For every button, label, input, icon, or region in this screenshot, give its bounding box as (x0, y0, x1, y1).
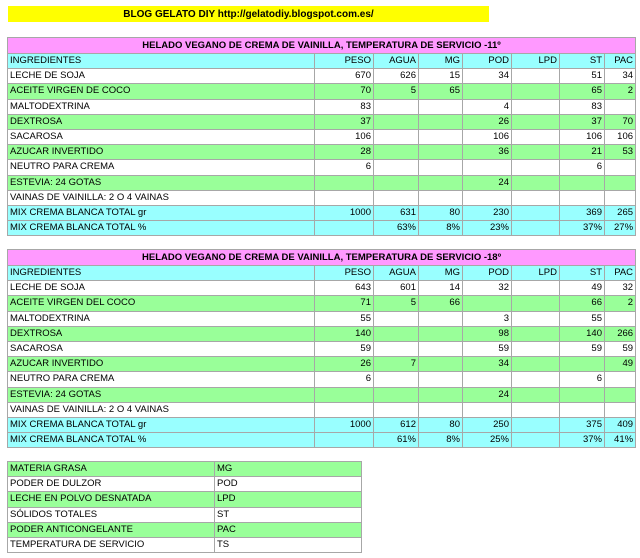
table-cell: 71 (315, 296, 374, 311)
table-cell (512, 175, 560, 190)
table-cell (605, 372, 636, 387)
table-cell (512, 190, 560, 205)
table-cell (374, 145, 419, 160)
table-cell: 32 (605, 281, 636, 296)
table-cell (374, 372, 419, 387)
column-header-row (8, 266, 636, 281)
table-cell: 55 (315, 311, 374, 326)
table-cell: 612 (374, 417, 419, 432)
table-cell: 36 (463, 145, 512, 160)
table-cell: 409 (605, 417, 636, 432)
column-header: MG (419, 54, 463, 69)
table-cell (512, 145, 560, 160)
table-cell: 28 (315, 145, 374, 160)
legend-term: MATERIA GRASA (8, 462, 215, 477)
table-cell (560, 402, 605, 417)
ingredient-name: VAINAS DE VAINILLA: 2 O 4 VAINAS (8, 402, 315, 417)
column-header: INGREDIENTES (8, 266, 315, 281)
table-cell: 37 (315, 114, 374, 129)
table-cell (374, 160, 419, 175)
table-cell: 8% (419, 221, 463, 236)
table-cell: 80 (419, 205, 463, 220)
table-cell: 51 (560, 69, 605, 84)
table-cell: 3 (463, 311, 512, 326)
table-cell: 59 (605, 341, 636, 356)
table-row (8, 221, 636, 236)
table-cell (560, 175, 605, 190)
table-cell: 4 (463, 99, 512, 114)
ingredient-name: MIX CREMA BLANCA TOTAL % (8, 433, 315, 448)
table-cell: 59 (315, 341, 374, 356)
table-cell (315, 190, 374, 205)
column-header: AGUA (374, 266, 419, 281)
table-cell (374, 175, 419, 190)
table-cell: 106 (560, 129, 605, 144)
table-cell: 14 (419, 281, 463, 296)
table-cell (512, 357, 560, 372)
table-cell (463, 84, 512, 99)
table-cell (512, 433, 560, 448)
ingredient-name: ESTEVIA: 24 GOTAS (8, 387, 315, 402)
blog-banner (8, 6, 489, 22)
table-cell: 66 (560, 296, 605, 311)
table-cell (463, 160, 512, 175)
table-cell: 643 (315, 281, 374, 296)
table-cell: 631 (374, 205, 419, 220)
column-header: PESO (315, 266, 374, 281)
table-row (8, 281, 636, 296)
table-row (8, 311, 636, 326)
table-cell (463, 296, 512, 311)
table-cell: 25% (463, 433, 512, 448)
table-cell: 65 (419, 84, 463, 99)
ingredient-name: SACAROSA (8, 341, 315, 356)
table-cell: 2 (605, 84, 636, 99)
table-row (8, 114, 636, 129)
legend-abbreviation: ST (215, 507, 362, 522)
table-cell (512, 205, 560, 220)
table-cell: 53 (605, 145, 636, 160)
table-cell: 26 (463, 114, 512, 129)
table-cell: 6 (315, 160, 374, 175)
table-cell (463, 372, 512, 387)
table-cell (605, 160, 636, 175)
column-header: MG (419, 266, 463, 281)
column-header-row (8, 54, 636, 69)
table-cell (419, 99, 463, 114)
table-cell (374, 402, 419, 417)
table-cell: 66 (419, 296, 463, 311)
table-row (8, 357, 636, 372)
table-cell: 369 (560, 205, 605, 220)
table-cell (512, 160, 560, 175)
table-cell: 8% (419, 433, 463, 448)
legend-term: PODER ANTICONGELANTE (8, 522, 215, 537)
ingredient-name: ESTEVIA: 24 GOTAS (8, 175, 315, 190)
table-cell: 37 (560, 114, 605, 129)
table-cell (374, 326, 419, 341)
table-cell (605, 387, 636, 402)
table-cell (419, 311, 463, 326)
table-cell: 34 (463, 69, 512, 84)
ingredient-name: ACEITE VIRGEN DE COCO (8, 84, 315, 99)
table-cell (512, 296, 560, 311)
table-cell (560, 357, 605, 372)
table-title: HELADO VEGANO DE CREMA DE VAINILLA, TEMPERATURA DE SERVICIO -18º (8, 250, 636, 266)
table-cell: 266 (605, 326, 636, 341)
table-cell: 98 (463, 326, 512, 341)
table-row (8, 326, 636, 341)
legend-abbreviation: MG (215, 462, 362, 477)
ingredient-name: MALTODEXTRINA (8, 311, 315, 326)
table-cell (374, 341, 419, 356)
table-cell (512, 114, 560, 129)
table-row (8, 69, 636, 84)
table-title-row (8, 38, 636, 54)
ingredient-name: LECHE DE SOJA (8, 281, 315, 296)
column-header: ST (560, 266, 605, 281)
table-cell: 27% (605, 221, 636, 236)
ingredient-name: LECHE DE SOJA (8, 69, 315, 84)
table-cell: 24 (463, 387, 512, 402)
table-cell: 265 (605, 205, 636, 220)
table-cell (512, 129, 560, 144)
ingredient-name: MALTODEXTRINA (8, 99, 315, 114)
table-title-row (8, 250, 636, 266)
table-cell: 37% (560, 221, 605, 236)
column-header: LPD (512, 266, 560, 281)
table-cell: 375 (560, 417, 605, 432)
table-cell: 106 (463, 129, 512, 144)
column-header: PESO (315, 54, 374, 69)
legend-abbreviation: LPD (215, 492, 362, 507)
table-cell (419, 190, 463, 205)
table-cell: 32 (463, 281, 512, 296)
table-cell (512, 402, 560, 417)
table-cell: 55 (560, 311, 605, 326)
ingredient-name: MIX CREMA BLANCA TOTAL % (8, 221, 315, 236)
table-cell: 26 (315, 357, 374, 372)
table-cell: 1000 (315, 205, 374, 220)
column-header: ST (560, 54, 605, 69)
table-cell: 6 (560, 372, 605, 387)
ingredient-name: SACAROSA (8, 129, 315, 144)
table-cell: 670 (315, 69, 374, 84)
blog-banner-text: BLOG GELATO DIY http://gelatodiy.blogspot.com.es/ (123, 8, 374, 20)
table-cell: 70 (315, 84, 374, 99)
recipe-table-body (8, 38, 636, 236)
table-cell (512, 221, 560, 236)
ingredient-name: MIX CREMA BLANCA TOTAL gr (8, 205, 315, 220)
table-cell: 23% (463, 221, 512, 236)
table-cell: 1000 (315, 417, 374, 432)
table-cell (419, 326, 463, 341)
ingredient-name: NEUTRO PARA CREMA (8, 372, 315, 387)
legend-row (8, 522, 362, 537)
legend-row (8, 462, 362, 477)
abbreviation-legend (7, 461, 362, 553)
table-row (8, 433, 636, 448)
table-cell: 37% (560, 433, 605, 448)
ingredient-name: NEUTRO PARA CREMA (8, 160, 315, 175)
column-header: INGREDIENTES (8, 54, 315, 69)
table-cell: 230 (463, 205, 512, 220)
legend-term: SÓLIDOS TOTALES (8, 507, 215, 522)
recipe-table-minus-11 (7, 37, 636, 236)
table-cell (374, 387, 419, 402)
table-cell: 70 (605, 114, 636, 129)
legend-row (8, 507, 362, 522)
table-cell: 49 (560, 281, 605, 296)
table-cell: 80 (419, 417, 463, 432)
table-cell: 106 (605, 129, 636, 144)
table-cell (605, 175, 636, 190)
table-cell (315, 387, 374, 402)
table-cell (512, 341, 560, 356)
table-cell (419, 387, 463, 402)
table-cell (512, 84, 560, 99)
table-row (8, 145, 636, 160)
legend-body (8, 462, 362, 553)
table-cell (374, 99, 419, 114)
table-cell (419, 402, 463, 417)
table-title: HELADO VEGANO DE CREMA DE VAINILLA, TEMPERATURA DE SERVICIO -11º (8, 38, 636, 54)
table-cell: 59 (463, 341, 512, 356)
table-cell (560, 387, 605, 402)
legend-row (8, 537, 362, 552)
table-cell: 41% (605, 433, 636, 448)
table-cell: 5 (374, 84, 419, 99)
table-cell (419, 129, 463, 144)
column-header: POD (463, 266, 512, 281)
column-header: PAC (605, 54, 636, 69)
table-cell (605, 311, 636, 326)
table-row (8, 417, 636, 432)
table-cell: 24 (463, 175, 512, 190)
table-cell (512, 372, 560, 387)
table-cell (419, 372, 463, 387)
table-cell (463, 402, 512, 417)
table-row (8, 205, 636, 220)
table-cell (419, 341, 463, 356)
legend-term: LECHE EN POLVO DESNATADA (8, 492, 215, 507)
column-header: POD (463, 54, 512, 69)
legend-term: PODER DE DULZOR (8, 477, 215, 492)
ingredient-name: AZUCAR INVERTIDO (8, 357, 315, 372)
ingredient-name: VAINAS DE VAINILLA: 2 O 4 VAINAS (8, 190, 315, 205)
table-row (8, 190, 636, 205)
column-header: PAC (605, 266, 636, 281)
table-cell (315, 402, 374, 417)
column-header: LPD (512, 54, 560, 69)
table-cell (419, 175, 463, 190)
legend-row (8, 492, 362, 507)
table-cell: 140 (315, 326, 374, 341)
table-cell (315, 433, 374, 448)
table-cell: 2 (605, 296, 636, 311)
table-cell (374, 129, 419, 144)
table-cell: 601 (374, 281, 419, 296)
table-cell (560, 190, 605, 205)
table-row (8, 341, 636, 356)
table-cell: 21 (560, 145, 605, 160)
table-row (8, 129, 636, 144)
legend-abbreviation: POD (215, 477, 362, 492)
table-cell: 626 (374, 69, 419, 84)
legend-abbreviation: PAC (215, 522, 362, 537)
ingredient-name: MIX CREMA BLANCA TOTAL gr (8, 417, 315, 432)
table-cell (512, 99, 560, 114)
table-row (8, 175, 636, 190)
ingredient-name: ACEITE VIRGEN DEL COCO (8, 296, 315, 311)
table-cell (512, 281, 560, 296)
table-cell (419, 160, 463, 175)
table-cell: 65 (560, 84, 605, 99)
table-row (8, 296, 636, 311)
ingredient-name: DEXTROSA (8, 114, 315, 129)
table-cell: 49 (605, 357, 636, 372)
recipe-table-body (8, 250, 636, 448)
table-cell (374, 190, 419, 205)
table-cell (512, 387, 560, 402)
table-cell (605, 402, 636, 417)
ingredient-name: DEXTROSA (8, 326, 315, 341)
table-row (8, 387, 636, 402)
table-cell (419, 114, 463, 129)
table-cell: 63% (374, 221, 419, 236)
table-cell (605, 190, 636, 205)
table-cell (512, 326, 560, 341)
table-cell: 106 (315, 129, 374, 144)
recipe-table-minus-18 (7, 249, 636, 448)
legend-abbreviation: TS (215, 537, 362, 552)
table-row (8, 402, 636, 417)
table-cell (315, 221, 374, 236)
table-cell: 250 (463, 417, 512, 432)
table-cell (419, 357, 463, 372)
legend-row (8, 477, 362, 492)
table-cell: 83 (560, 99, 605, 114)
table-cell (512, 311, 560, 326)
table-row (8, 372, 636, 387)
table-cell: 15 (419, 69, 463, 84)
table-cell: 59 (560, 341, 605, 356)
table-row (8, 99, 636, 114)
table-cell (374, 311, 419, 326)
table-cell: 6 (315, 372, 374, 387)
table-cell: 140 (560, 326, 605, 341)
table-cell: 83 (315, 99, 374, 114)
table-cell (374, 114, 419, 129)
table-cell (605, 99, 636, 114)
table-cell (512, 69, 560, 84)
table-cell: 34 (605, 69, 636, 84)
table-row (8, 84, 636, 99)
table-cell (512, 417, 560, 432)
ingredient-name: AZUCAR INVERTIDO (8, 145, 315, 160)
legend-term: TEMPERATURA DE SERVICIO (8, 537, 215, 552)
table-cell: 7 (374, 357, 419, 372)
column-header: AGUA (374, 54, 419, 69)
table-cell: 6 (560, 160, 605, 175)
table-cell (419, 145, 463, 160)
table-cell (463, 190, 512, 205)
table-cell: 5 (374, 296, 419, 311)
table-cell: 61% (374, 433, 419, 448)
table-row (8, 160, 636, 175)
table-cell: 34 (463, 357, 512, 372)
table-cell (315, 175, 374, 190)
